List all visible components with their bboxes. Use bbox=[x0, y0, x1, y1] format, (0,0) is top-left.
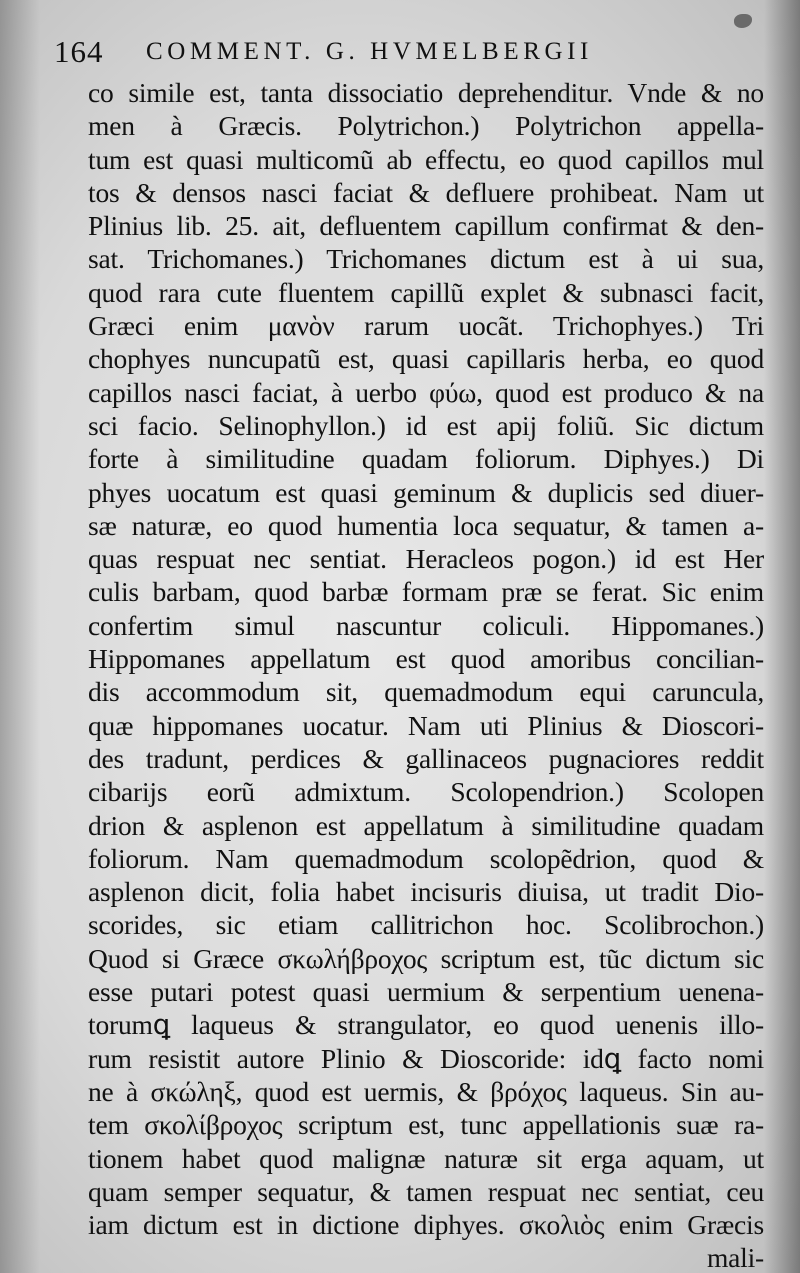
text-line: phyes uocatum est quasi geminum & duplicis sed diuer- bbox=[88, 476, 764, 508]
text-line: chophyes nuncupatũ est, quasi capillaris herba, eo quod bbox=[88, 343, 764, 375]
text-line: scorides, sic etiam callitrichon hoc. Scolibrochon.) bbox=[88, 909, 764, 941]
text-line: tem σκολίβροχος scriptum est, tunc appellationis suæ ra- bbox=[88, 1109, 764, 1141]
text-line: Hippomanes appellatum est quod amoribus concilian- bbox=[88, 643, 764, 675]
text-line: asplenon dicit, folia habet incisuris diuisa, ut tradit Dio- bbox=[88, 876, 764, 908]
text-line: quod rara cute fluentem capillũ explet & subnasci facit, bbox=[88, 276, 764, 308]
text-line: foliorum. Nam quemadmodum scolopẽdrion, quod & bbox=[88, 842, 764, 874]
text-line: Plinius lib. 25. ait, defluentem capillum confirmat & den- bbox=[88, 210, 764, 242]
body-text bbox=[88, 76, 764, 1273]
text-line: quas respuat nec sentiat. Heracleos pogon.) id est Her bbox=[88, 543, 764, 575]
text-line: esse putari potest quasi uermium & serpentium uenena- bbox=[88, 976, 764, 1008]
text-line: confertim simul nascuntur coliculi. Hippomanes.) bbox=[88, 609, 764, 641]
text-line: ne à σκώληξ, quod est uermis, & βρόχος laqueus. Sin au- bbox=[88, 1075, 764, 1107]
text-line: co simile est, tanta dissociatio deprehenditur. Vnde & no bbox=[88, 77, 764, 108]
text-line: tionem habet quod malignæ naturæ sit erga aquam, ut bbox=[88, 1142, 764, 1174]
ink-spot bbox=[734, 14, 752, 28]
running-head: COMMENT. G. HVMELBERGII bbox=[146, 38, 593, 65]
text-line: culis barbam, quod barbæ formam præ se ferat. Sic enim bbox=[88, 576, 764, 608]
catchword: mali- bbox=[706, 1242, 764, 1273]
page-header bbox=[54, 30, 754, 80]
text-line: quæ hippomanes uocatur. Nam uti Plinius & Dioscori- bbox=[88, 709, 764, 741]
text-line: men à Græcis. Polytrichon.) Polytrichon appella- bbox=[88, 110, 764, 142]
text-line: quam semper sequatur, & tamen respuat nec sentiat, ceu bbox=[88, 1175, 764, 1207]
text-line: des tradunt, perdices & gallinaceos pugnaciores reddit bbox=[88, 742, 764, 774]
text-line: sci facio. Selinophyllon.) id est apij foliũ. Sic dictum bbox=[88, 409, 764, 441]
text-line: rum resistit autore Plinio & Dioscoride: idꝗ facto nomi bbox=[88, 1042, 764, 1074]
text-line: sæ naturæ, eo quod humentia loca sequatur, & tamen a- bbox=[88, 509, 764, 541]
text-line: Quod si Græce σκωλήβροχος scriptum est, tũc dictum sic bbox=[88, 942, 764, 974]
text-line: forte à similitudine quadam foliorum. Diphyes.) Di bbox=[88, 443, 764, 475]
text-line: tos & densos nasci faciat & defluere prohibeat. Nam ut bbox=[88, 176, 764, 208]
text-line: dis accommodum sit, quemadmodum equi caruncula, bbox=[88, 676, 764, 708]
text-line: torumꝗ laqueus & strangulator, eo quod uenenis illo- bbox=[88, 1009, 764, 1041]
text-line: Græci enim μανὸν rarum uocãt. Trichophyes.) Tri bbox=[88, 310, 764, 342]
text-line: cibarijs eorũ admixtum. Scolopendrion.) Scolopen bbox=[88, 776, 764, 808]
text-line: sat. Trichomanes.) Trichomanes dictum est à ui sua, bbox=[88, 243, 764, 275]
text-line: tum est quasi multicomũ ab effectu, eo quod capillos mul bbox=[88, 143, 764, 175]
page-number: 164 bbox=[54, 34, 104, 69]
text-line: capillos nasci faciat, à uerbo φύω, quod est produco & na bbox=[88, 376, 764, 408]
text-line: iam dictum est in dictione diphyes. σκολιὸς enim Græcis bbox=[88, 1209, 764, 1241]
text-line: drion & asplenon est appellatum à similitudine quadam bbox=[88, 809, 764, 841]
